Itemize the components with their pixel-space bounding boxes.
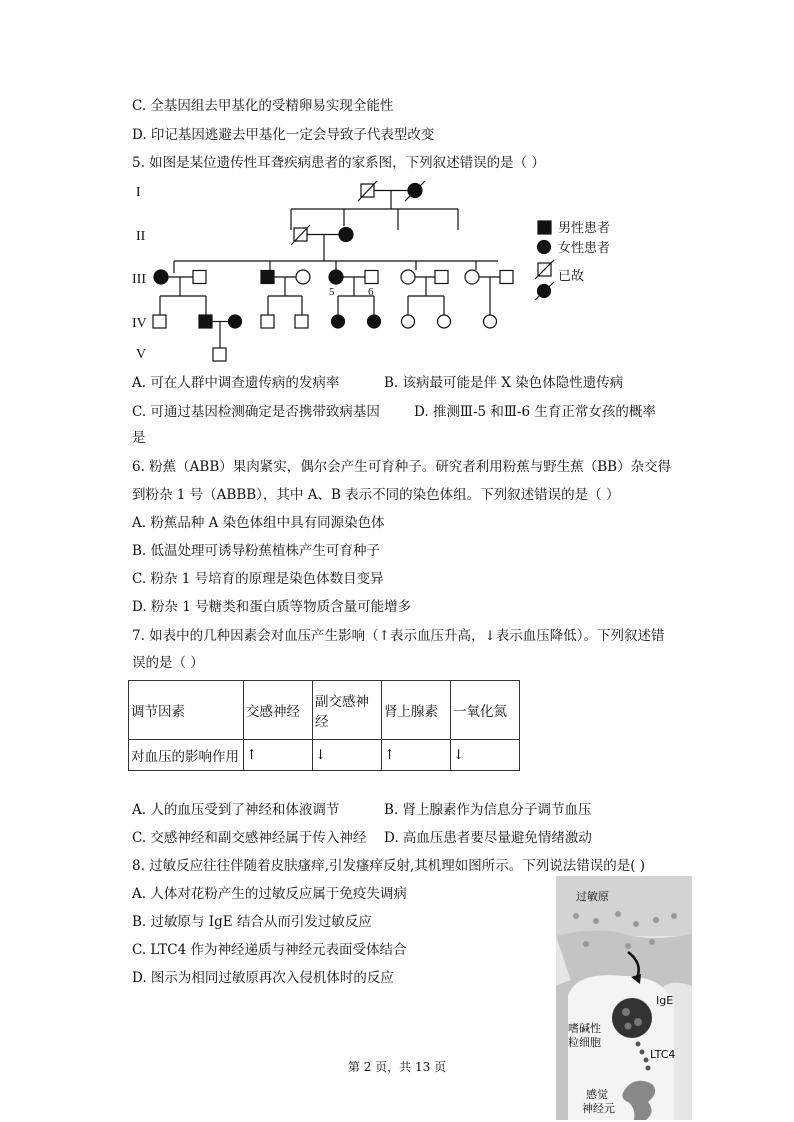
legend-dead-label: 已故 bbox=[558, 268, 585, 283]
td-parasympathetic: ↓ bbox=[313, 740, 382, 771]
th-parasympathetic: 副交感神 经 bbox=[313, 681, 382, 740]
th-factor: 调节因素 bbox=[129, 681, 244, 740]
legend-male-label: 男性患者 bbox=[558, 220, 611, 235]
th-sympathetic: 交感神经 bbox=[244, 681, 313, 740]
fig-neuron-label-2: 神经元 bbox=[582, 1102, 615, 1115]
q8-option-b: B. 过敏原与 IgE 结合从而引发过敏反应 bbox=[132, 914, 372, 930]
q7-stem-line1: 7. 如表中的几种因素会对血压产生影响（↑表示血压升高，↓表示血压降低）。下列叙述错 bbox=[132, 628, 665, 644]
II-female-affected bbox=[339, 228, 353, 242]
td-sympathetic: ↑ bbox=[244, 740, 313, 771]
q6-stem-line1: 6. 粉蕉（ABB）果肉紧实，偶尔会产生可育种子。研究者利用粉蕉与野生蕉（BB）杂交得 bbox=[132, 459, 672, 475]
q5-option-d: D. 推测Ⅲ-5 和Ⅲ-6 生育正常女孩的概率 bbox=[414, 404, 656, 420]
q7-option-d: D. 高血压患者要尽量避免情绪激动 bbox=[384, 830, 592, 846]
q8-option-c: C. LTC4 作为神经递质与神经元表面受体结合 bbox=[132, 942, 407, 958]
th-adrenaline: 肾上腺素 bbox=[382, 681, 451, 740]
gen-label-I: I bbox=[136, 185, 141, 200]
q5-option-c: C. 可通过基因检测确定是否携带致病基因 bbox=[132, 404, 380, 420]
q6-option-a: A. 粉蕉品种 A 染色体组中具有同源染色体 bbox=[132, 515, 385, 531]
fig-ltc4-label: LTC4 bbox=[650, 1048, 676, 1061]
q6-option-d: D. 粉杂 1 号糖类和蛋白质等物质含量可能增多 bbox=[132, 599, 412, 615]
gen-label-V: V bbox=[136, 347, 147, 362]
q4-option-c: C. 全基因组去甲基化的受精卵易实现全能性 bbox=[132, 98, 394, 114]
q7-stem-line2: 误的是（ ） bbox=[132, 655, 204, 671]
III-5 bbox=[329, 270, 343, 284]
pedigree-chart bbox=[128, 176, 628, 366]
q8-option-a: A. 人体对花粉产生的过敏反应属于免疫失调病 bbox=[132, 886, 407, 902]
fig-neuron-label-1: 感觉 bbox=[586, 1088, 608, 1101]
legend-female-label: 女性患者 bbox=[558, 240, 611, 255]
q5-option-d-cont: 是 bbox=[132, 430, 146, 446]
legend-male-icon bbox=[538, 221, 551, 234]
fig-allergen-label: 过敏原 bbox=[576, 890, 609, 903]
III-6 bbox=[365, 271, 378, 284]
fig-basophil-label-2: 粒细胞 bbox=[568, 1036, 601, 1049]
gen-label-II: II bbox=[136, 229, 146, 244]
fig-basophil-label-1: 嗜碱性 bbox=[568, 1022, 601, 1035]
q7-option-b: B. 肾上腺素作为信息分子调节血压 bbox=[384, 802, 592, 818]
td-adrenaline: ↑ bbox=[382, 740, 451, 771]
q6-stem-line2: 到粉杂 1 号（ABBB），其中 A、B 表示不同的染色体组。下列叙述错误的是（ ） bbox=[132, 487, 620, 503]
allergy-mechanism-figure bbox=[556, 876, 692, 1120]
q6-option-c: C. 粉杂 1 号培育的原理是染色体数目变异 bbox=[132, 571, 384, 587]
td-nitric-oxide: ↓ bbox=[451, 740, 520, 771]
fig-ige-label: IgE bbox=[656, 994, 674, 1007]
td-effect-label: 对血压的影响作用 bbox=[129, 740, 244, 771]
q5-option-b: B. 该病最可能是伴 X 染色体隐性遗传病 bbox=[384, 375, 624, 391]
q5-option-a: A. 可在人群中调查遗传病的发病率 bbox=[132, 375, 340, 391]
gen-label-IV: IV bbox=[132, 316, 147, 331]
gen-label-III: III bbox=[132, 272, 146, 287]
q8-stem: 8. 过敏反应往往伴随着皮肤瘙痒,引发瘙痒反射,其机理如图所示。下列说法错误的是( ) bbox=[132, 858, 646, 874]
label-III-5: 5 bbox=[329, 286, 335, 298]
q7-table bbox=[128, 680, 520, 771]
q4-option-d: D. 印记基因逃避去甲基化一定会导致子代表型改变 bbox=[132, 127, 435, 143]
q7-option-a: A. 人的血压受到了神经和体液调节 bbox=[132, 802, 340, 818]
q6-option-b: B. 低温处理可诱导粉蕉植株产生可育种子 bbox=[132, 543, 381, 559]
q5-stem: 5. 如图是某位遗传性耳聋疾病患者的家系图，下列叙述错误的是（ ） bbox=[132, 155, 545, 171]
legend-female-icon bbox=[538, 241, 551, 254]
q8-option-d: D. 图示为相同过敏原再次入侵机体时的反应 bbox=[132, 970, 394, 986]
q7-option-c: C. 交感神经和副交感神经属于传入神经 bbox=[132, 830, 367, 846]
th-nitric-oxide: 一氧化氮 bbox=[451, 681, 520, 740]
label-III-6: 6 bbox=[368, 286, 374, 298]
page-footer: 第 2 页，共 13 页 bbox=[347, 1060, 447, 1074]
